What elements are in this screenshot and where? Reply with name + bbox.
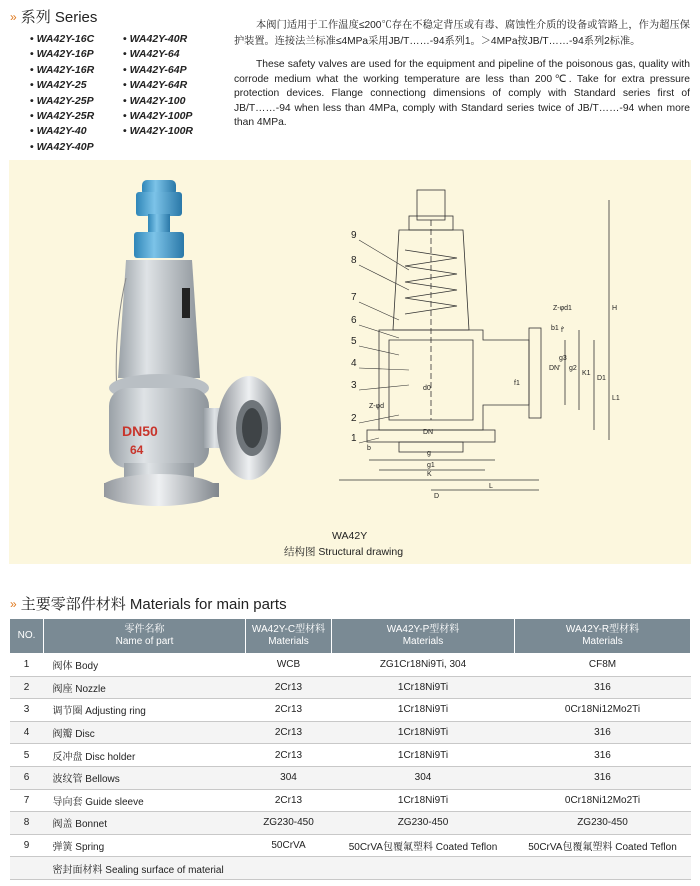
dimension-label: Z-φd1	[553, 305, 572, 312]
col-header-r-en: Materials	[582, 636, 623, 647]
cell-part: 弹簧 Spring	[44, 834, 246, 857]
table-row	[10, 676, 691, 699]
col-header-c	[246, 619, 332, 654]
materials-table	[9, 618, 691, 880]
part-number-label: 1	[351, 433, 357, 444]
cell-c	[246, 857, 332, 880]
series-title: 系列 Series	[20, 9, 98, 26]
part-number-label: 5	[351, 336, 357, 347]
dimension-label: DN	[423, 429, 434, 436]
part-number-label: 2	[351, 413, 357, 424]
col-header-p-cn: WA42Y-P型材料	[386, 624, 460, 635]
dimension-label: H	[612, 305, 618, 312]
cell-r: 316	[515, 721, 691, 744]
table-row	[10, 857, 691, 880]
intro-english: These safety valves are used for the equipment and pipeline of the poisonous gas, quality with corrode medium what the working temperature are less than 200℃. Take for extra pressure protection devices. Flange connectiong dimensions of comply with Standard series first of JB/T……-94 when less than 4MPa, comply with Standard series twice of JB/T……-94 when more than 4MPa.	[234, 59, 690, 129]
series-item: • WA42Y-25P	[30, 94, 94, 109]
valve-marking-pn: 64	[130, 443, 144, 457]
cell-part: 阀盖 Bonnet	[44, 812, 246, 835]
series-list-col1	[30, 32, 94, 155]
part-number-label: 9	[351, 230, 357, 241]
part-number-label: 8	[351, 255, 357, 266]
cell-p: 1Cr18Ni9Ti	[332, 721, 515, 744]
table-row	[10, 834, 691, 857]
col-header-p	[332, 619, 515, 654]
cell-part: 阀座 Nozzle	[44, 676, 246, 699]
cell-part: 阀瓣 Disc	[44, 721, 246, 744]
part-number-label: 3	[351, 380, 357, 391]
dimension-label: f1	[514, 380, 520, 387]
cell-p: 1Cr18Ni9Ti	[332, 789, 515, 812]
chevron-double-icon: »	[10, 9, 15, 24]
dimension-label: g2	[569, 365, 577, 372]
structural-drawing	[339, 180, 629, 530]
cell-r	[515, 857, 691, 880]
dimension-label: Z-φd	[369, 403, 385, 410]
dimension-label: L1	[612, 395, 620, 402]
part-number-label: 6	[351, 315, 357, 326]
table-row	[10, 789, 691, 812]
cell-p: 50CrVA包覆氟塑料 Coated Teflon	[332, 834, 515, 857]
cell-no: 1	[10, 654, 44, 677]
drawing-model: WA42Y	[332, 530, 368, 542]
dimension-label: D	[434, 493, 440, 500]
intro-chinese: 本阀门适用于工作温度≤200℃存在不稳定背压或有毒、腐蚀性介质的设备或管路上，作为超压保护装置。连接法兰标准≤4MPa采用JB/T……-94系列1。＞4MPa按JB/T……-94系列2标准。	[234, 20, 690, 47]
series-item: • WA42Y-100R	[123, 124, 193, 139]
series-item: • WA42Y-100P	[123, 109, 193, 124]
cell-part: 调节圈 Adjusting ring	[44, 699, 246, 722]
dimension-label: D1	[597, 375, 606, 382]
cell-c: 2Cr13	[246, 789, 332, 812]
col-header-p-en: Materials	[402, 636, 444, 647]
cell-r: 316	[515, 744, 691, 767]
cell-r: 0Cr18Ni12Mo2Ti	[515, 789, 691, 812]
dimension-label: L	[489, 483, 493, 490]
col-header-no: NO.	[10, 619, 44, 654]
col-header-c-en: Materials	[268, 636, 309, 647]
col-header-c-cn: WA42Y-C型材料	[251, 624, 326, 635]
col-header-part-cn: 零件名称	[124, 624, 165, 635]
cell-r: 316	[515, 676, 691, 699]
table-header-row	[10, 619, 691, 654]
col-header-part-en: Name of part	[115, 636, 174, 647]
dimension-label: d0	[423, 385, 431, 392]
dimension-label: K	[427, 471, 432, 478]
cell-c: 2Cr13	[246, 721, 332, 744]
valve-marking-dn: DN50	[122, 423, 158, 439]
cell-r: ZG230-450	[515, 812, 691, 835]
table-row	[10, 654, 691, 677]
series-item: • WA42Y-25R	[30, 109, 94, 124]
table-row	[10, 699, 691, 722]
cell-c: 2Cr13	[246, 699, 332, 722]
cell-p: 304	[332, 766, 515, 789]
valve-photo	[104, 178, 304, 528]
dimension-label: g	[427, 450, 431, 457]
cell-part: 导向套 Guide sleeve	[44, 789, 246, 812]
cell-c: 2Cr13	[246, 744, 332, 767]
cell-p: ZG1Cr18Ni9Ti, 304	[332, 654, 515, 677]
col-header-r-cn: WA42Y-R型材料	[565, 624, 640, 635]
cell-no: 5	[10, 744, 44, 767]
dimension-label: g1	[427, 462, 435, 469]
cell-c: 50CrVA	[246, 834, 332, 857]
series-heading	[10, 6, 97, 27]
cell-r: 316	[515, 766, 691, 789]
series-item: • WA42Y-64R	[123, 78, 193, 93]
series-item: • WA42Y-16C	[30, 32, 94, 47]
drawing-caption: 结构图 Structural drawing	[284, 546, 404, 558]
cell-no: 2	[10, 676, 44, 699]
cell-r: 0Cr18Ni12Mo2Ti	[515, 699, 691, 722]
cell-no	[10, 857, 44, 880]
table-row	[10, 721, 691, 744]
cell-part: 阀体 Body	[44, 654, 246, 677]
dimension-label: DN'	[549, 365, 561, 372]
series-item: • WA42Y-64P	[123, 63, 193, 78]
cell-c: 304	[246, 766, 332, 789]
cell-p	[332, 857, 515, 880]
cell-r: 50CrVA包覆氟塑料 Coated Teflon	[515, 834, 691, 857]
table-row	[10, 812, 691, 835]
series-list-col2	[123, 32, 193, 140]
series-item: • WA42Y-25	[30, 78, 94, 93]
cell-c: 2Cr13	[246, 676, 332, 699]
part-number-label: 4	[351, 358, 357, 369]
cell-c: WCB	[246, 654, 332, 677]
series-item: • WA42Y-100	[123, 94, 193, 109]
dimension-label: b1	[551, 325, 559, 332]
cell-p: ZG230-450	[332, 812, 515, 835]
cell-part: 密封面材料 Sealing surface of material	[44, 857, 246, 880]
cell-p: 1Cr18Ni9Ti	[332, 744, 515, 767]
materials-title: 主要零部件材料 Materials for main parts	[20, 596, 287, 613]
chevron-double-icon: »	[10, 596, 15, 611]
dimension-label: f'	[561, 327, 565, 334]
cell-r: CF8M	[515, 654, 691, 677]
series-item: • WA42Y-40R	[123, 32, 193, 47]
cell-no: 4	[10, 721, 44, 744]
cell-no: 6	[10, 766, 44, 789]
table-row	[10, 744, 691, 767]
cell-no: 7	[10, 789, 44, 812]
cell-no: 9	[10, 834, 44, 857]
cell-part: 波纹管 Bellows	[44, 766, 246, 789]
cell-c: ZG230-450	[246, 812, 332, 835]
dimension-label: K1	[582, 370, 591, 377]
cell-p: 1Cr18Ni9Ti	[332, 676, 515, 699]
dimension-label: g3	[559, 355, 567, 362]
series-item: • WA42Y-16P	[30, 47, 94, 62]
series-item: • WA42Y-40	[30, 124, 94, 139]
col-header-part	[44, 619, 246, 654]
cell-p: 1Cr18Ni9Ti	[332, 699, 515, 722]
cell-no: 3	[10, 699, 44, 722]
series-item: • WA42Y-64	[123, 47, 193, 62]
series-item: • WA42Y-40P	[30, 140, 94, 155]
col-header-r	[515, 619, 691, 654]
drawing-panel	[9, 160, 691, 564]
part-number-label: 7	[351, 292, 357, 303]
materials-heading	[10, 593, 287, 614]
series-item: • WA42Y-16R	[30, 63, 94, 78]
cell-part: 反冲盘 Disc holder	[44, 744, 246, 767]
cell-no: 8	[10, 812, 44, 835]
dimension-label: b	[367, 445, 371, 452]
table-row	[10, 766, 691, 789]
